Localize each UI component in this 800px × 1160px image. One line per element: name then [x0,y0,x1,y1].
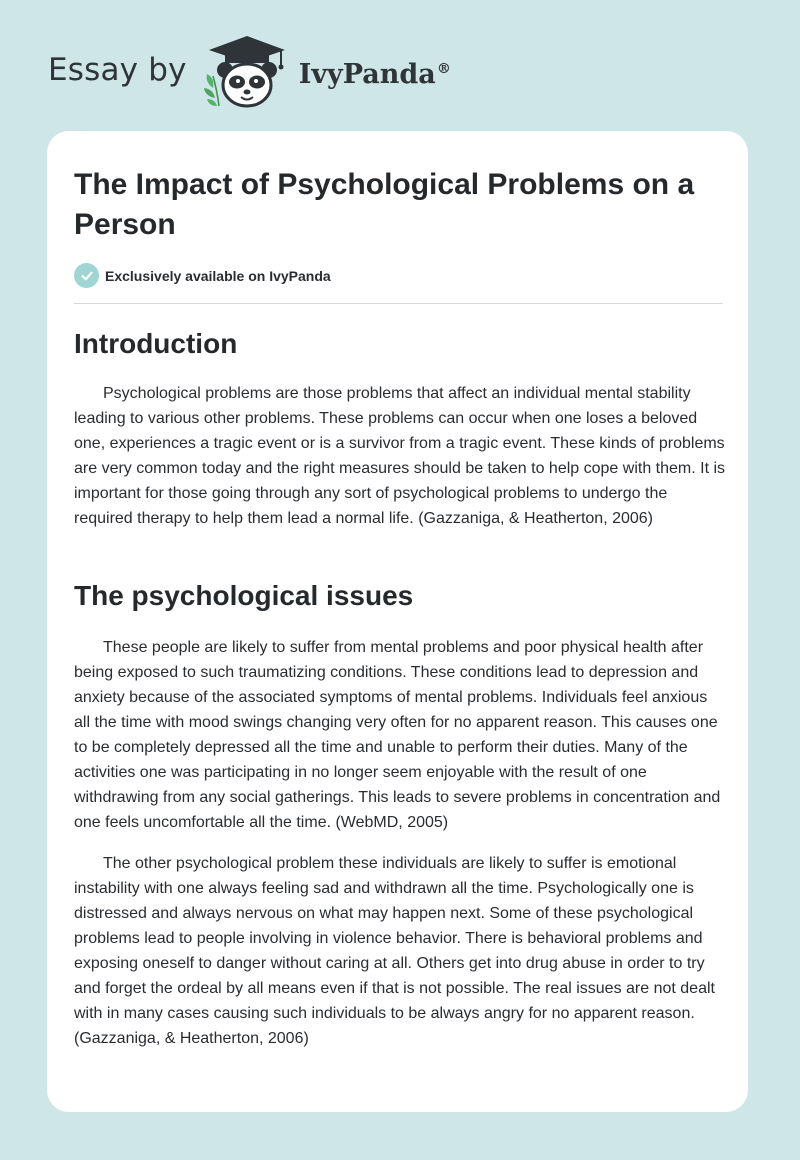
brand-prefix: Essay by [48,52,187,88]
essay-card [47,131,748,1112]
divider [74,303,723,304]
paragraph: These people are likely to suffer from mental problems and poor physical health after being exposed to such traumatizing conditions. These conditions lead to depression and anxiety because of the associated symptoms of mental problems. Individuals feel anxious all the time with mood swings changing very often for no apparent reason. This causes one to be completely depressed all the time and unable to perform their duties. Many of the activities one was participating in no longer seem enjoyable with the result of one withdrawing from any social gatherings. This leads to severe problems in concentration and one feels uncomfortable all the time. (WebMD, 2005) [74,639,721,831]
paragraph: The other psychological problem these individuals are likely to suffer is emotional instability with one always feeling sad and withdrawn all the time. Psychologically one is distressed and always nervous on what may happen next. Some of these psychological problems lead to people involving in violence behavior. There is behavioral problems and exposing oneself to danger without caring at all. Others get into drug abuse in order to try and forget the ordeal by all means even if that is not possible. The real issues are not dealt with in many cases causing such individuals to be always angry for no apparent reason. (Gazzaniga, & Heatherton, 2006) [74,855,715,1047]
exclusive-badge [74,263,331,288]
ivypanda-logo-icon[interactable] [201,36,293,108]
paragraph: Psychological problems are those problems that affect an individual mental stability leading to various other problems. These problems can occur when one loses a beloved one, experiences a tragic event or is a survivor from a tragic event. These kinds of problems are very common today and the right measures should be taken to help cope with them. It is important for those going through any sort of psychological problems to undergo the required therapy to help them lead a normal life. (Gazzaniga, & Heatherton, 2006) [74,385,726,527]
page-title: The Impact of Psychological Problems on a Person [74,168,695,241]
check-icon [74,263,99,288]
registered-mark: ® [436,60,451,77]
section-introduction [74,327,726,531]
section-heading: Introduction [74,328,238,359]
exclusive-label: Exclusively available on IvyPanda [105,267,331,284]
section-psychological-issues [74,579,726,1051]
section-heading: The psychological issues [74,580,414,611]
brand-header [48,36,451,108]
brand-name: IvyPanda® [298,58,451,90]
